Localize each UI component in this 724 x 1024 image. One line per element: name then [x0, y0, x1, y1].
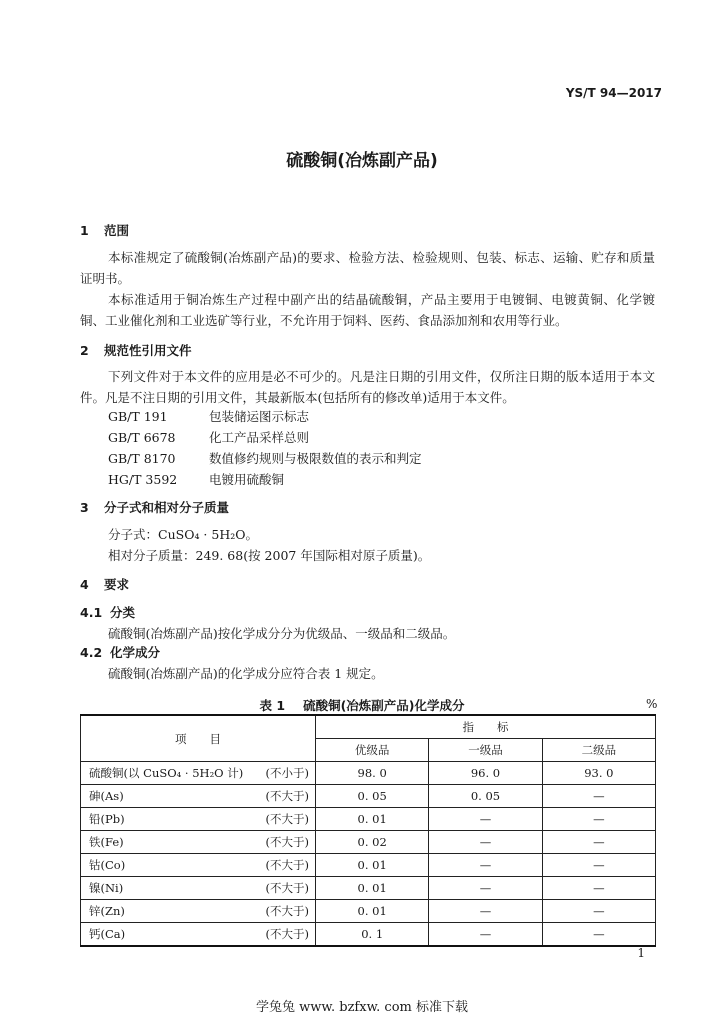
table-caption-title: 硫酸铜(冶炼副产品)化学成分	[303, 698, 465, 713]
section-4-heading	[80, 575, 129, 593]
section-title: 范围	[104, 223, 130, 238]
value-cell: 0. 01	[316, 877, 429, 900]
scope-paragraph-2: 本标准适用于铜冶炼生产过程中副产出的结晶硫酸铜，产品主要用于电镀铜、电镀黄铜、化学镀铜、工业催化剂和工业选矿等行业，不允许用于饲料、医药、食品添加剂和农用等行业。	[80, 292, 655, 328]
item-limit: (不大于)	[265, 812, 309, 826]
subsection-4-2-heading	[80, 643, 160, 661]
value-cell: 96. 0	[429, 762, 542, 785]
item-limit: (不大于)	[265, 858, 309, 872]
table-unit: %	[646, 697, 658, 711]
value-cell: —	[429, 923, 542, 947]
table-row	[81, 785, 656, 808]
molecular-formula	[108, 525, 258, 543]
section-number: 2	[80, 343, 89, 358]
item-name: 锌(Zn)	[89, 904, 125, 918]
reference-item	[108, 449, 422, 467]
grade-header: 二级品	[542, 739, 655, 762]
value-cell: 0. 05	[316, 785, 429, 808]
value-cell: —	[542, 877, 655, 900]
standard-code: YS/T 94—2017	[565, 86, 662, 100]
item-name: 镍(Ni)	[89, 881, 124, 895]
reference-item	[108, 407, 309, 425]
table-row	[81, 877, 656, 900]
section-number: 3	[80, 500, 89, 515]
item-limit: (不大于)	[265, 927, 309, 941]
row-item	[81, 900, 316, 923]
reference-code: GB/T 191	[108, 409, 168, 424]
row-item	[81, 877, 316, 900]
value-cell: —	[542, 854, 655, 877]
row-item	[81, 762, 316, 785]
value-cell: 93. 0	[542, 762, 655, 785]
item-name: 钴(Co)	[89, 858, 126, 872]
document-title: 硫酸铜(冶炼副产品)	[286, 151, 438, 171]
value-cell: 0. 01	[316, 808, 429, 831]
table-row	[81, 808, 656, 831]
value-cell: 0. 01	[316, 854, 429, 877]
chemical-composition-text: 硫酸铜(冶炼副产品)的化学成分应符合表 1 规定。	[108, 666, 384, 681]
header-index: 指 标	[316, 715, 656, 739]
reference-title: 化工产品采样总则	[209, 430, 310, 445]
subsection-title: 化学成分	[110, 645, 161, 660]
subsection-4-1-heading	[80, 603, 135, 621]
value-cell: —	[542, 900, 655, 923]
item-name: 钙(Ca)	[89, 927, 126, 941]
reference-item	[108, 470, 284, 488]
table-row	[81, 854, 656, 877]
molecular-mass: 相对分子质量：249. 68(按 2007 年国际相对原子质量)。	[108, 548, 431, 563]
item-limit: (不小于)	[265, 766, 309, 780]
value-cell: —	[429, 808, 542, 831]
section-1-heading	[80, 221, 129, 239]
section-title: 分子式和相对分子质量	[104, 500, 230, 515]
section-title: 规范性引用文件	[104, 343, 192, 358]
subsection-number: 4.2	[80, 645, 103, 660]
item-name: 砷(As)	[89, 789, 124, 803]
row-item	[81, 808, 316, 831]
footer-watermark[interactable]: 学兔兔 www. bzfxw. com 标准下载	[256, 1000, 468, 1015]
value-cell: —	[429, 900, 542, 923]
table-header-row	[81, 715, 656, 739]
value-cell: 0. 01	[316, 900, 429, 923]
reference-code: GB/T 8170	[108, 451, 176, 466]
reference-title: 电镀用硫酸铜	[209, 472, 285, 487]
subsection-title: 分类	[110, 605, 136, 620]
normative-intro: 下列文件对于本文件的应用是必不可少的。凡是注日期的引用文件，仅所注日期的版本适用于本文件。凡是不注日期的引用文件，其最新版本(包括所有的修改单)适用于本文件。	[80, 369, 655, 405]
table-caption	[0, 696, 724, 714]
row-item	[81, 854, 316, 877]
table-row	[81, 923, 656, 947]
reference-title: 包装储运图示标志	[209, 409, 310, 424]
reference-code: GB/T 6678	[108, 430, 176, 445]
table-row	[81, 900, 656, 923]
item-limit: (不大于)	[265, 789, 309, 803]
reference-code: HG/T 3592	[108, 472, 178, 487]
formula-value: CuSO₄ · 5H₂O。	[158, 527, 258, 542]
value-cell: 0. 05	[429, 785, 542, 808]
row-item	[81, 831, 316, 854]
table-caption-number: 表 1	[259, 698, 286, 713]
reference-item	[108, 428, 309, 446]
value-cell: —	[542, 785, 655, 808]
reference-title: 数值修约规则与极限数值的表示和判定	[209, 451, 422, 466]
scope-paragraph-1: 本标准规定了硫酸铜(冶炼副产品)的要求、检验方法、检验规则、包装、标志、运输、贮存和质量证明书。	[80, 250, 655, 286]
section-number: 1	[80, 223, 89, 238]
table-row	[81, 831, 656, 854]
subsection-number: 4.1	[80, 605, 103, 620]
item-name: 铁(Fe)	[89, 835, 124, 849]
value-cell: —	[542, 923, 655, 947]
row-item	[81, 785, 316, 808]
section-2-heading	[80, 341, 192, 359]
composition-table	[80, 714, 656, 947]
item-limit: (不大于)	[265, 881, 309, 895]
classification-text: 硫酸铜(冶炼副产品)按化学成分分为优级品、一级品和二级品。	[108, 626, 456, 641]
section-title: 要求	[104, 577, 130, 592]
section-3-heading	[80, 498, 229, 516]
grade-header: 优级品	[316, 739, 429, 762]
header-item: 项 目	[81, 715, 316, 762]
value-cell: —	[542, 831, 655, 854]
value-cell: 98. 0	[316, 762, 429, 785]
item-name: 铅(Pb)	[89, 812, 125, 826]
value-cell: 0. 02	[316, 831, 429, 854]
table-row	[81, 762, 656, 785]
page-number: 1	[637, 946, 645, 960]
row-item	[81, 923, 316, 947]
item-limit: (不大于)	[265, 904, 309, 918]
value-cell: —	[542, 808, 655, 831]
item-name: 硫酸铜(以 CuSO₄ · 5H₂O 计)	[89, 766, 244, 780]
grade-header: 一级品	[429, 739, 542, 762]
value-cell: —	[429, 831, 542, 854]
formula-label: 分子式：	[108, 527, 159, 542]
section-number: 4	[80, 577, 89, 592]
item-limit: (不大于)	[265, 835, 309, 849]
value-cell: 0. 1	[316, 923, 429, 947]
value-cell: —	[429, 854, 542, 877]
value-cell: —	[429, 877, 542, 900]
